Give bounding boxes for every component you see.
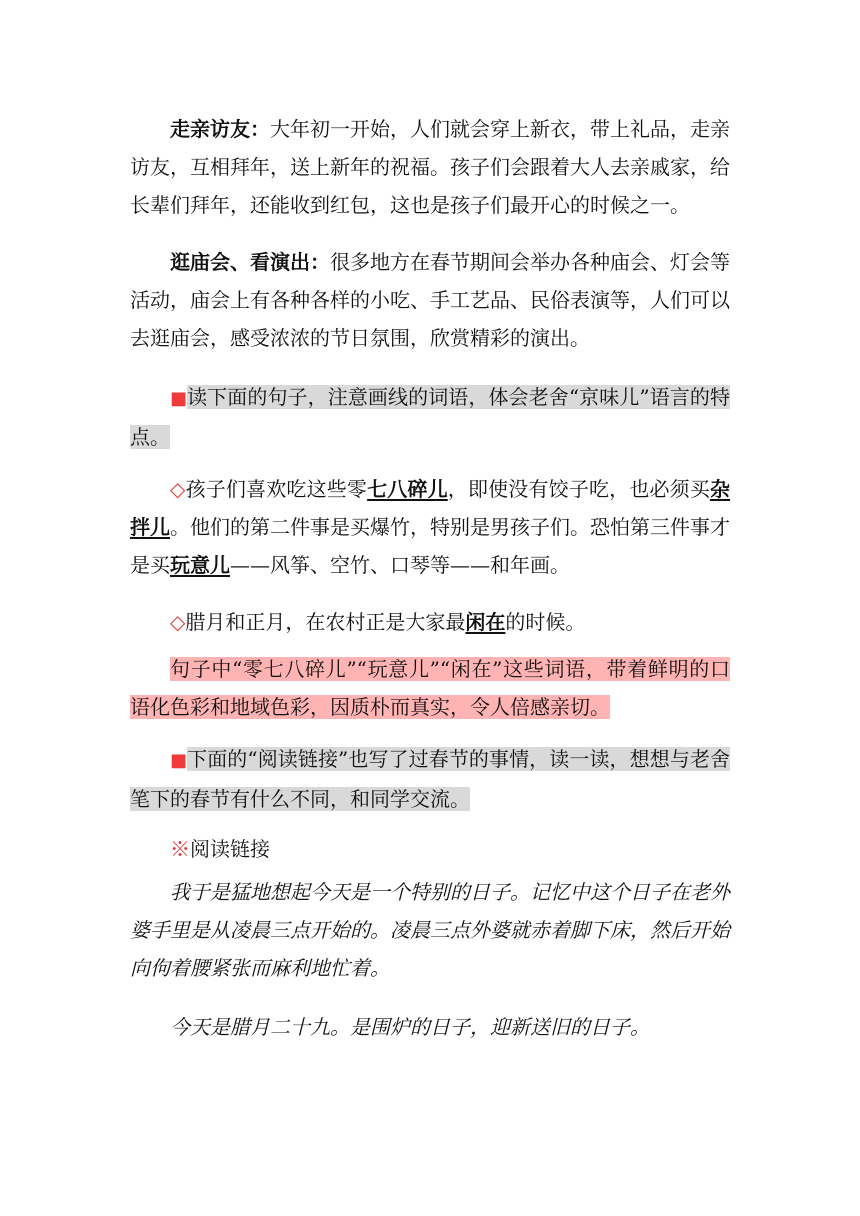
underlined-word: 杂拌儿 <box>130 477 731 539</box>
task-read-sentences <box>130 378 730 456</box>
example-sentence-1 <box>130 470 730 584</box>
task-reading-link <box>130 740 730 818</box>
reading-paragraph-1: 我于是猛地想起今天是一个特别的日子。记忆中这个日子在老外婆手里是从凌晨三点开始的。凌晨三点外婆就赤着脚下床，然后开始向佝着腰紧张而麻利地忙着。 <box>130 880 730 980</box>
note-text: 句子中“零七八碎儿”“玩意儿”“闲在”这些词语，带着鲜明的口语化色彩和地域色彩，因质朴而真实，令人倍感亲切。 <box>130 657 730 719</box>
example-sentence-2 <box>130 603 730 641</box>
sentence-text: ，即使没有饺子吃，也必须买 <box>447 477 711 501</box>
task-text: 读下面的句子，注意画线的词语，体会老舍“京味儿”语言的特点。 <box>130 385 730 449</box>
diamond-bullet-icon: ◇ <box>170 610 186 634</box>
sentence-text: 的时候。 <box>505 610 586 634</box>
underlined-word: 七八碎儿 <box>367 477 448 501</box>
diamond-bullet-icon: ◇ <box>170 477 186 501</box>
square-bullet-icon: ■ <box>170 388 188 409</box>
reference-mark-icon: ※ <box>170 837 190 861</box>
underlined-word: 闲在 <box>465 610 506 634</box>
square-bullet-icon: ■ <box>170 750 188 771</box>
reading-paragraph-2: 今天是腊月二十九。是围炉的日子，迎新送旧的日子。 <box>170 1015 650 1039</box>
reading-link-label: 阅读链接 <box>190 837 270 861</box>
reading-link-title <box>130 830 730 868</box>
task-text: 下面的“阅读链接”也写了过春节的事情，读一读，想想与老舍笔下的春节有什么不同，和同学交流。 <box>130 747 730 811</box>
underlined-word: 玩意儿 <box>170 553 230 577</box>
sentence-text: 。他们的第二件事是买爆竹，特别是男孩子们。恐怕第三件事才是买 <box>130 515 730 577</box>
paragraph-text: 很多地方在春节期间会举办各种庙会、灯会等活动，庙会上有各种各样的小吃、手工艺品、民俗表演等，人们可以去逛庙会，感受浓浓的节日氛围，欣赏精彩的演出。 <box>130 250 730 350</box>
paragraph-visiting-relatives <box>130 110 730 224</box>
heading-visiting-relatives: 走亲访友： <box>170 117 270 141</box>
sentence-text: ——风筝、空竹、口琴等——和年画。 <box>230 553 570 577</box>
paragraph-text: 大年初一开始，人们就会穿上新衣，带上礼品，走亲访友，互相拜年，送上新年的祝福。孩子们会跟着大人去亲戚家，给长辈们拜年，还能收到红包，这也是孩子们最开心的时候之一。 <box>130 117 730 217</box>
sentence-text: 孩子们喜欢吃这些零 <box>185 477 368 501</box>
explanation-note <box>130 650 730 726</box>
sentence-text: 腊月和正月，在农村正是大家最 <box>185 610 466 634</box>
paragraph-temple-fair <box>130 243 730 357</box>
heading-temple-fair: 逛庙会、看演出： <box>170 250 330 274</box>
